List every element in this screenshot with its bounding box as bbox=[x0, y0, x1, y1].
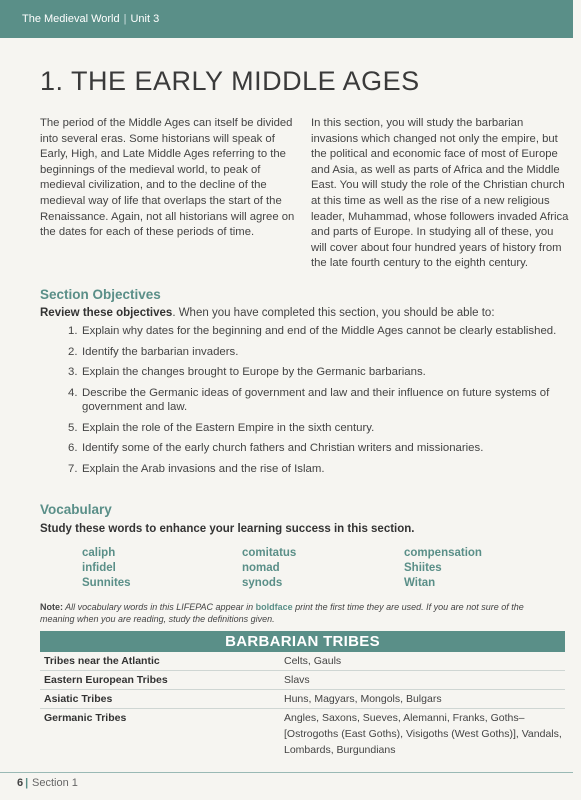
objective-number: 4. bbox=[68, 386, 78, 399]
objectives-intro-bold: Review these objectives bbox=[40, 307, 173, 319]
objective-text: Explain why dates for the beginning and end of the Middle Ages cannot be clearly established. bbox=[82, 325, 557, 337]
vocab-word: comitatus bbox=[242, 547, 297, 559]
vocabulary-intro: Study these words to enhance your learning success in this section. bbox=[40, 523, 415, 535]
objective-item bbox=[40, 386, 570, 415]
note-text-b: print the first time they are used. If you are not sure of the meaning when you are reading, study the definitions given. bbox=[40, 602, 524, 624]
objectives-intro bbox=[40, 307, 495, 319]
tribe-group: Eastern European Tribes bbox=[44, 674, 168, 686]
running-header bbox=[0, 0, 573, 38]
vocab-word: Shiites bbox=[404, 562, 442, 574]
vocab-word: compensation bbox=[404, 547, 482, 559]
intro-left-column: The period of the Middle Ages can itself be divided into several eras. Some historians will speak of Early, High, and Late Middle Ages referring to the beginnings of the medieval world, to peak of medieval civilization, and to the decline of the medieval way of life that overlaps the start of the Renaissance. Again, not all historians will agree on the dates for each of these periods of time. bbox=[40, 117, 295, 239]
objective-item bbox=[40, 462, 570, 477]
page-number bbox=[17, 777, 30, 789]
table-row bbox=[40, 709, 565, 759]
table-row bbox=[40, 652, 565, 671]
tribe-group: Asiatic Tribes bbox=[44, 693, 113, 705]
table-row bbox=[40, 690, 565, 709]
vocabulary-heading: Vocabulary bbox=[40, 502, 112, 517]
page-number-value: 6 bbox=[17, 777, 24, 789]
tribe-group: Tribes near the Atlantic bbox=[44, 655, 160, 667]
objective-text: Explain the Arab invasions and the rise of Islam. bbox=[82, 462, 325, 475]
chapter-title: 1. THE EARLY MIDDLE AGES bbox=[40, 66, 420, 96]
barbarian-tribes-table bbox=[40, 631, 565, 759]
note-text-a: All vocabulary words in this LIFEPAC appear in bbox=[63, 602, 256, 612]
vocab-word: Witan bbox=[404, 577, 436, 589]
objective-item bbox=[40, 365, 570, 380]
tribe-list: Huns, Magyars, Mongols, Bulgars bbox=[284, 693, 442, 705]
objective-number: 1. bbox=[68, 325, 78, 337]
objective-text: Describe the Germanic ideas of government and law and their influence on future systems of government and law. bbox=[82, 386, 550, 413]
objective-number: 3. bbox=[68, 366, 78, 378]
note-label: Note: bbox=[40, 602, 63, 612]
objective-number: 6. bbox=[68, 442, 78, 454]
tribe-list: Slavs bbox=[284, 674, 310, 686]
header-separator: | bbox=[123, 13, 127, 25]
unit-label: Unit 3 bbox=[130, 13, 160, 25]
vocab-word: synods bbox=[242, 577, 283, 589]
intro-right-column: In this section, you will study the barbarian invasions which changed not only the empire, but the political and economic face of most of Europe and Asia, as well as parts of Africa and the Middle East. You will study the role of the Christian church at this time as well as the rise of a new religious leader, Muhammad, whose followers invaded Africa and parts of Europe. In studying all of these, you will cover about four hundred years of history from the late fourth century to the eighth century. bbox=[311, 117, 569, 270]
tribe-group: Germanic Tribes bbox=[44, 712, 127, 724]
footer-separator: | bbox=[25, 777, 29, 789]
header-title bbox=[22, 13, 159, 25]
table-row bbox=[40, 671, 565, 690]
tribe-list: Celts, Gauls bbox=[284, 655, 342, 667]
objectives-heading: Section Objectives bbox=[40, 287, 161, 302]
objective-text: Identify some of the early church fathers and Christian writers and missionaries. bbox=[82, 442, 484, 454]
objective-item bbox=[40, 441, 570, 456]
objective-text: Identify the barbarian invaders. bbox=[82, 345, 239, 358]
objective-text: Explain the changes brought to Europe by the Germanic barbarians. bbox=[82, 366, 426, 378]
objectives-list bbox=[40, 324, 570, 482]
book-title: The Medieval World bbox=[22, 13, 120, 25]
objectives-intro-rest: . When you have completed this section, you should be able to: bbox=[172, 307, 495, 319]
vocab-word: nomad bbox=[242, 562, 280, 574]
vocab-word: Sunnites bbox=[82, 577, 131, 589]
tribe-list: Angles, Saxons, Sueves, Alemanni, Franks, Goths–[Ostrogoths (East Goths), Visigoths (West Goths)], Vandals, Lombards, Burgundians bbox=[284, 712, 562, 756]
vocab-word: caliph bbox=[82, 547, 116, 559]
objective-number: 2. bbox=[68, 345, 78, 358]
objective-number: 7. bbox=[68, 462, 78, 475]
objective-number: 5. bbox=[68, 421, 78, 434]
objective-text: Explain the role of the Eastern Empire in the sixth century. bbox=[82, 421, 375, 434]
table-title: BARBARIAN TRIBES bbox=[40, 631, 565, 652]
objective-item bbox=[40, 421, 570, 436]
footer-section: Section 1 bbox=[32, 777, 78, 789]
note-boldface: boldface bbox=[255, 602, 293, 612]
page-footer bbox=[0, 772, 573, 795]
objective-item bbox=[40, 345, 570, 360]
vocab-word: infidel bbox=[82, 562, 116, 574]
objective-item bbox=[40, 324, 570, 339]
vocabulary-note bbox=[40, 601, 560, 625]
